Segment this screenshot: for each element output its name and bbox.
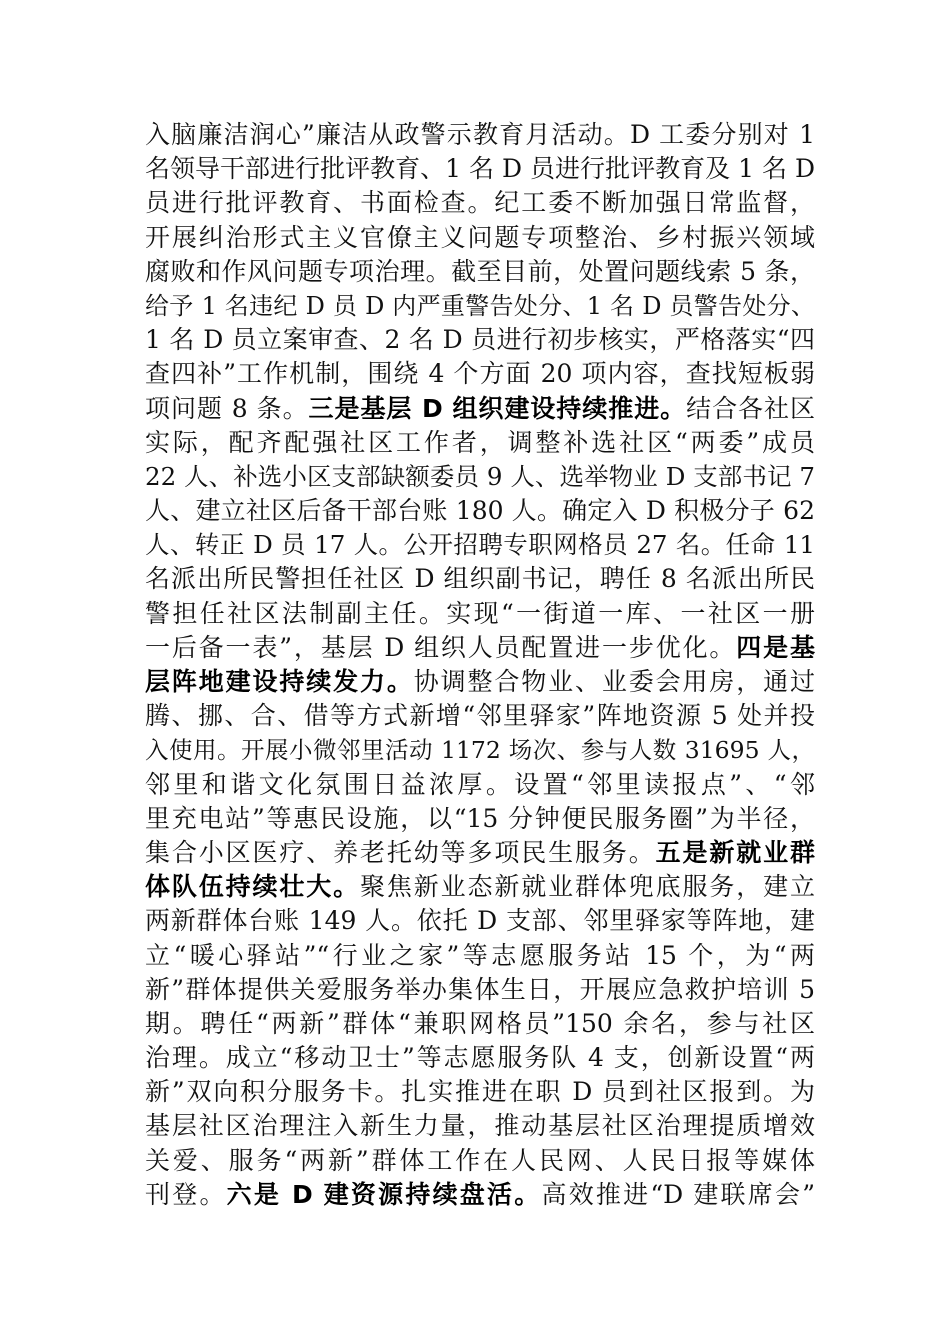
line-text: 项问题 8 条。 [145, 393, 309, 423]
line-text: 警担任社区法制副主任。实现“一街道一库、一社区一册 [145, 598, 815, 628]
bold-heading-text: 体队伍持续壮大。 [145, 872, 360, 902]
bold-heading-text: 三是基层 D 组织建设持续推进。 [308, 393, 687, 423]
line-text: 名派出所民警担任社区 D 组织副书记，聘任 8 名派出所民 [145, 564, 815, 594]
line-text: 关爱、服务“两新”群体工作在人民网、人民日报等媒体 [145, 1145, 815, 1175]
line-text: 集合小区医疗、养老托幼等多项民生服务。 [145, 837, 656, 867]
line-text: 协调整合物业、业委会用房，通过 [413, 667, 815, 696]
line-text: 立“暖心驿站”“行业之家”等志愿服务站 15 个，为“两 [145, 940, 815, 970]
line-text: 高效推进“D 建联席会” [541, 1179, 815, 1209]
line-text: 实际，配齐配强社区工作者，调整补选社区“两委”成员 [145, 427, 815, 457]
body-paragraph [145, 118, 815, 1212]
line-text: 腾、挪、合、借等方式新增“邻里驿家”阵地资源 5 处并投 [145, 701, 815, 731]
line-text: 查四补”工作机制，围绕 4 个方面 20 项内容，查找短板弱 [145, 359, 815, 389]
text-line [145, 562, 815, 596]
text-line [145, 1178, 815, 1212]
text-line [145, 460, 815, 494]
line-text: 治理。成立“移动卫士”等志愿服务队 4 支，创新设置“两 [145, 1043, 815, 1073]
line-text: 新”群体提供关爱服务举办集体生日，开展应急救护培训 5 [145, 974, 815, 1004]
line-text: 一后备一表”，基层 D 组织人员配置进一步优化。 [145, 632, 737, 662]
text-line [145, 802, 815, 836]
line-text: 聚焦新业态新就业群体兜底服务，建立 [360, 872, 815, 902]
line-text: 开展纠治形式主义官僚主义问题专项整治、乡村振兴领域 [145, 222, 815, 252]
text-line [145, 836, 815, 870]
text-line [145, 665, 815, 699]
bold-heading-text: 六是 D 建资源持续盘活。 [226, 1179, 542, 1209]
line-text: 邻里和谐文化氛围日益浓厚。设置“邻里读报点”、“邻 [145, 769, 815, 799]
text-line [145, 904, 815, 938]
line-text: 人、转正 D 员 17 人。公开招聘专职网格员 27 名。任命 11 [145, 530, 815, 560]
line-text: 给予 1 名违纪 D 员 D 内严重警告处分、1 名 D 员警告处分、 [145, 291, 815, 320]
text-line [145, 221, 815, 255]
line-text: 人、建立社区后备干部台账 180 人。确定入 D 积极分子 62 [145, 496, 815, 526]
line-text: 名领导干部进行批评教育、1 名 D 员进行批评教育及 1 名 D [145, 154, 815, 184]
text-line [145, 323, 815, 357]
text-line [145, 1144, 815, 1178]
text-line [145, 870, 815, 904]
line-text: 期。聘任“两新”群体“兼职网格员”150 余名，参与社区 [145, 1008, 815, 1038]
text-line [145, 357, 815, 391]
text-line [145, 1041, 815, 1075]
line-text: 两新群体台账 149 人。依托 D 支部、邻里驿家等阵地，建 [145, 906, 815, 936]
line-text: 基层社区治理注入新生力量，推动基层社区治理提质增效 [145, 1111, 815, 1141]
line-text: 里充电站”等惠民设施，以“15 分钟便民服务圈”为半径， [145, 803, 815, 833]
text-line [145, 1109, 815, 1143]
bold-heading-text: 层阵地建设持续发力。 [145, 667, 414, 696]
text-line [145, 1075, 815, 1109]
bold-heading-text: 四是基 [736, 632, 815, 662]
line-text: 新”双向积分服务卡。扎实推进在职 D 员到社区报到。为 [145, 1077, 815, 1107]
text-line [145, 152, 815, 186]
text-line [145, 631, 815, 665]
text-line [145, 1007, 815, 1041]
line-text: 员进行批评教育、书面检查。纪工委不断加强日常监督， [145, 188, 815, 218]
line-text: 1 名 D 员立案审查、2 名 D 员进行初步核实，严格落实“四 [145, 325, 815, 355]
text-line [145, 494, 815, 528]
text-line [145, 973, 815, 1007]
text-line [145, 597, 815, 631]
text-line [145, 289, 815, 323]
line-text: 腐败和作风问题专项治理。截至目前，处置问题线索 5 条， [145, 256, 815, 286]
text-line [145, 426, 815, 460]
line-text: 刊登。 [145, 1179, 227, 1209]
text-line [145, 699, 815, 733]
text-line [145, 528, 815, 562]
text-line [145, 255, 815, 289]
line-text: 22 人、补选小区支部缺额委员 9 人、选举物业 D 支部书记 7 [145, 461, 815, 491]
text-line [145, 118, 815, 152]
text-line [145, 768, 815, 802]
text-line [145, 186, 815, 220]
line-text: 入脑廉洁润心”廉洁从政警示教育月活动。D 工委分别对 1 [145, 120, 815, 149]
bold-heading-text: 五是新就业群 [655, 837, 815, 867]
text-line [145, 939, 815, 973]
line-text: 结合各社区 [686, 393, 815, 423]
text-line [145, 733, 815, 767]
text-line [145, 392, 815, 426]
line-text: 入使用。开展小微邻里活动 1172 场次、参与人数 31695 人， [145, 736, 815, 765]
